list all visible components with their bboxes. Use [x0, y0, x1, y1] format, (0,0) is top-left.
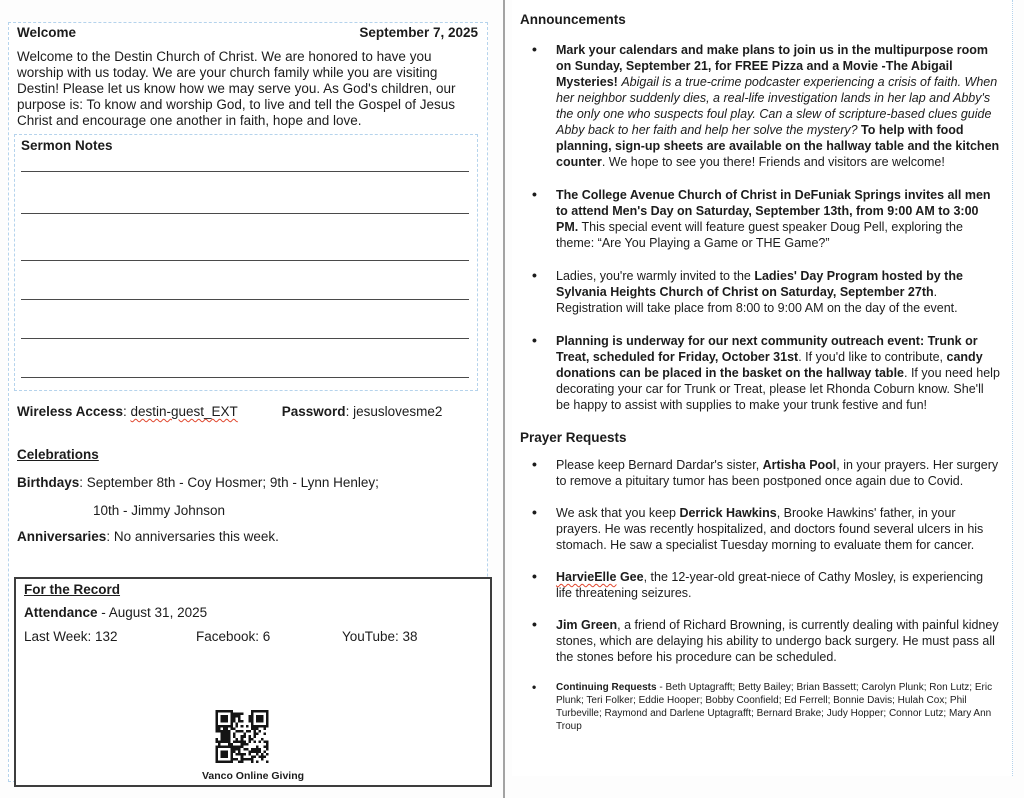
wifi-info-row	[17, 404, 442, 419]
wifi-password: Password: jesuslovesme2	[281, 404, 443, 419]
sermon-notes-title: Sermon Notes	[21, 138, 113, 153]
bulletin-date: September 7, 2025	[359, 25, 478, 40]
announcement-item: • Planning is underway for our next community outreach event: Trunk or Treat, scheduled for Friday, October 31st. If you'd like to contribute, candy donations can be placed in the basket on the hallway table. If you need help decorating your car for Trunk or Treat, please let Rhonda Coburn know. She'll be happy to assist with supplies to make your trunk festive and fun!	[520, 333, 1000, 413]
attendance-stats-row	[24, 629, 482, 644]
prayer-item: • Please keep Bernard Dardar's sister, Artisha Pool, in your prayers. Her surgery to remove a pituitary tumor has been postponed once again due to Covid.	[520, 457, 1000, 489]
announcements-list	[520, 42, 1000, 413]
sermon-note-line	[21, 299, 469, 300]
page-header	[17, 25, 478, 40]
sermon-notes-box	[14, 134, 478, 391]
stat-facebook: Facebook: 6	[196, 629, 271, 644]
announcement-item: • Ladies, you're warmly invited to the Ladies' Day Program hosted by the Sylvania Heights Church of Christ on Saturday, September 27th. Registration will take place from 8:00 to 9:00 AM on the day of the event.	[520, 268, 1000, 316]
announcement-item: • Mark your calendars and make plans to join us in the multipurpose room on Sunday, September 21, for FREE Pizza and a Movie -The Abigail Mysteries! Abigail is a true-crime podcaster experiencing a crisis of faith. When her neighbor suddenly dies, a real-life investigation lands in her lap and Abby's the only one who suspects foul play. Can a slew of scripture-based clues guide Abby back to her faith and help her solve the mystery? To help with food planning, sign-up sheets are available on the hallway table and the kitchen counter. We hope to see you there! Friends and visitors are welcome!	[520, 42, 1000, 170]
bulletin-right-page	[512, 0, 1013, 776]
birthdays-row-continued: 10th - Jimmy Johnson	[93, 503, 226, 518]
sermon-note-line	[21, 377, 469, 378]
sermon-note-line	[21, 171, 469, 172]
bulletin-left-page	[8, 22, 488, 782]
attendance-row: Attendance - August 31, 2025	[24, 605, 208, 620]
sermon-note-line	[21, 213, 469, 214]
intro-paragraph: Welcome to the Destin Church of Christ. We are honored to have you worship with us today. We are your church family while you are visiting Destin! Please let us know how we may serve you. As God's children, our purpose is: To know and worship God, to live and tell the Gospel of Jesus Christ and encourage one another in faith, hope and love.	[17, 49, 456, 128]
prayer-requests-title: Prayer Requests	[520, 430, 627, 445]
welcome-title: Welcome	[17, 25, 77, 40]
sermon-note-line	[21, 338, 469, 339]
prayer-item: • We ask that you keep Derrick Hawkins, Brooke Hawkins' father, in your prayers. He was recently hospitalized, and doctors found several ulcers in his stomach. He saw a specialist Tuesday morning to evaluate them for cancer.	[520, 505, 1000, 553]
prayer-requests-list	[520, 457, 1000, 733]
announcement-item: • The College Avenue Church of Christ in DeFuniak Springs invites all men to attend Men's Day on Saturday, September 13th, from 9:00 AM to 3:00 PM. This special event will feature guest speaker Doug Pell, exploring the theme: “Are You Playing a Game or THE Game?”	[520, 187, 1000, 251]
qr-caption: Vanco Online Giving	[201, 770, 305, 782]
celebrations-title: Celebrations	[17, 447, 99, 462]
sermon-note-line	[21, 260, 469, 261]
record-title: For the Record	[24, 582, 121, 597]
qr-code-icon	[214, 710, 270, 763]
announcements-title: Announcements	[520, 12, 626, 27]
birthdays-row: Birthdays: September 8th - Coy Hosmer; 9th - Lynn Henley;	[17, 475, 379, 490]
stat-last-week: Last Week: 132	[24, 629, 118, 644]
anniversaries-row: Anniversaries: No anniversaries this week.	[17, 529, 279, 544]
wifi-network: Wireless Access: destin-guest_EXT	[17, 404, 238, 419]
page-separator	[503, 0, 505, 798]
for-the-record-box	[14, 577, 492, 787]
prayer-item: • Jim Green, a friend of Richard Browning, is currently dealing with painful kidney stones, which are delaying his ability to undergo back surgery. He must pass all the stones before his procedure can be scheduled.	[520, 617, 1000, 665]
stat-youtube: YouTube: 38	[342, 629, 418, 644]
prayer-item-continuing-requests: • Continuing Requests - Beth Uptagrafft; Betty Bailey; Brian Bassett; Carolyn Plunk; Ron Lutz; Eric Plunk; Teri Folker; Eddie Hooper; Bobby Coonfield; Ed Ferrell; Bonnie Davis; Hulah Cox; Phil Turbeville; Raymond and Darlene Uptagrafft; Bernard Brake; Judy Hopper; Connor Lutz; Mary Ann Troup	[520, 681, 1000, 733]
prayer-item: • HarvieElle Gee, the 12-year-old great-niece of Cathy Mosley, is experiencing life threatening seizures.	[520, 569, 1000, 601]
